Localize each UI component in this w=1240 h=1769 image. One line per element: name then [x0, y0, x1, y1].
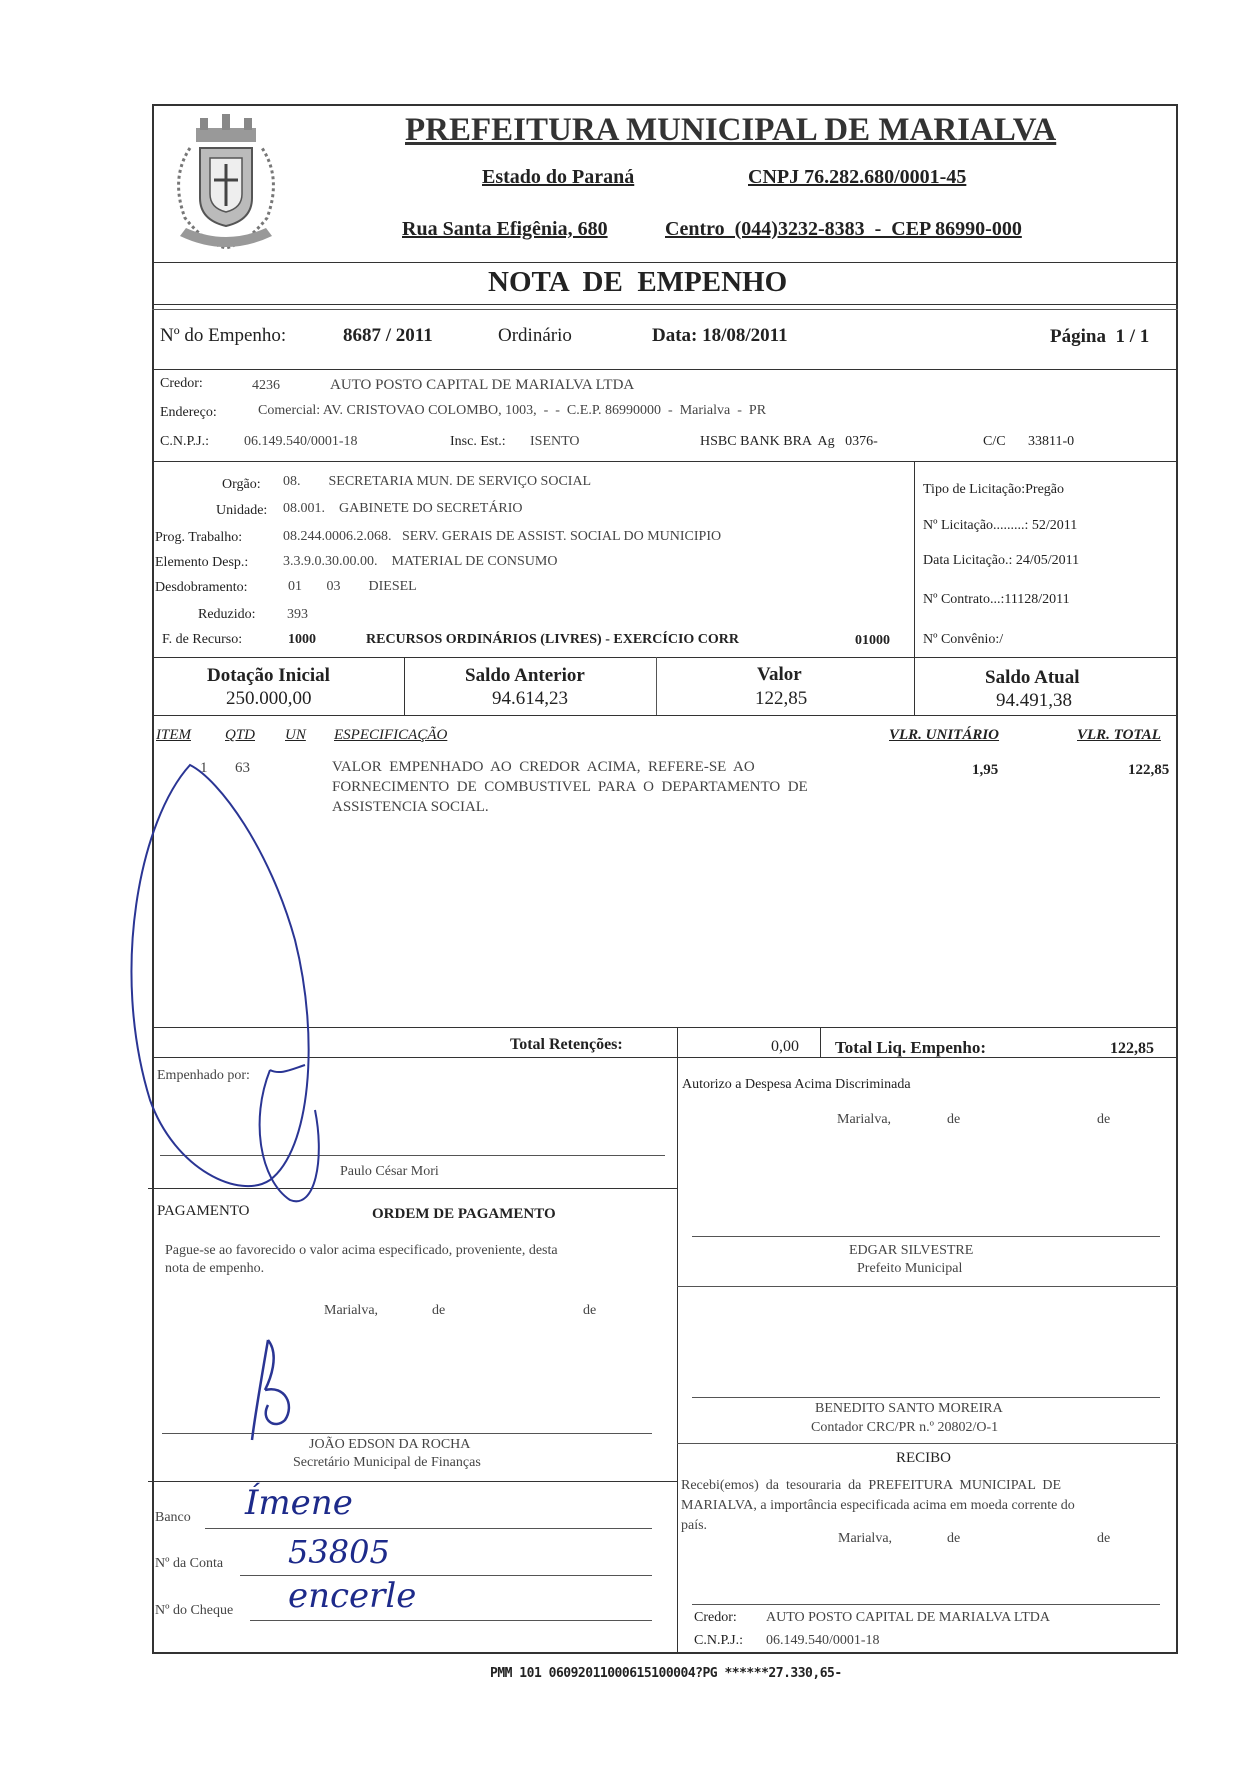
saldo-anterior-label: Saldo Anterior — [465, 665, 585, 686]
pagamento-place: Marialva, — [324, 1303, 379, 1318]
footer-print-stamp: PMM 101 06092011000615100004?PG ******27.330,65- — [490, 1666, 842, 1681]
saldo-atual-label: Saldo Atual — [985, 667, 1080, 688]
endereco-label: Endereço: — [160, 405, 217, 420]
state-label: Estado do Paraná — [482, 166, 635, 188]
banco-label: Banco — [155, 1510, 191, 1525]
dotacao-inicial-label: Dotação Inicial — [207, 665, 330, 686]
pagamento-text-line1: Pague-se ao favorecido o valor acima especificado, proveniente, desta — [165, 1243, 558, 1258]
empenhado-por-label: Empenhado por: — [157, 1068, 250, 1083]
recibo-credor-name: AUTO POSTO CAPITAL DE MARIALVA LTDA — [766, 1610, 1050, 1625]
empenho-type: Ordinário — [498, 325, 572, 346]
secretario-name: JOÃO EDSON DA ROCHA — [309, 1437, 471, 1452]
unidade-value: 08.001. GABINETE DO SECRETÁRIO — [283, 501, 523, 516]
recibo-label: RECIBO — [896, 1450, 952, 1466]
cc-label: C/C — [983, 434, 1006, 449]
table-row-qtd: 63 — [235, 760, 250, 776]
secretario-role: Secretário Municipal de Finanças — [293, 1455, 481, 1470]
table-row-vlr-unitario: 1,95 — [972, 762, 999, 778]
col-header-item: ITEM — [156, 727, 191, 743]
valor-value: 122,85 — [755, 688, 808, 709]
elemento-value: 3.3.9.0.30.00.00. MATERIAL DE CONSUMO — [283, 554, 558, 569]
total-liquido-value: 122,85 — [1110, 1040, 1154, 1057]
empenho-number: 8687 / 2011 — [343, 325, 433, 346]
prefeito-role: Prefeito Municipal — [857, 1261, 963, 1276]
recurso-num: 01000 — [855, 633, 890, 648]
prefeito-name: EDGAR SILVESTRE — [849, 1243, 974, 1258]
credor-cnpj: 06.149.540/0001-18 — [244, 434, 358, 449]
cheque-handwritten-value: encerle — [288, 1576, 417, 1616]
recibo-credor-label: Credor: — [694, 1610, 737, 1625]
secretary-signature-mark — [240, 1335, 310, 1445]
empenho-date: Data: 18/08/2011 — [652, 325, 788, 346]
total-retencoes-value: 0,00 — [771, 1038, 799, 1055]
orgao-label: Orgão: — [222, 477, 261, 492]
page-number: Página 1 / 1 — [1050, 326, 1150, 347]
contador-role: Contador CRC/PR n.º 20802/O-1 — [811, 1420, 999, 1435]
table-row-spec-line3: ASSISTENCIA SOCIAL. — [332, 799, 489, 815]
unidade-label: Unidade: — [216, 503, 268, 518]
prog-value: 08.244.0006.2.068. SERV. GERAIS DE ASSIST. SOCIAL DO MUNICIPIO — [283, 529, 722, 544]
autorizo-de2: de — [1097, 1112, 1111, 1127]
cnpj-label: C.N.P.J.: — [160, 434, 210, 449]
header-address-street: Rua Santa Efigênia, 680 — [402, 218, 608, 240]
total-liquido-label: Total Liq. Empenho: — [835, 1038, 986, 1057]
conta-handwritten-value: 53805 — [288, 1533, 390, 1571]
banco-handwritten-value: Ímene — [245, 1483, 353, 1523]
licitacao-numero: Nº Licitação.........: 52/2011 — [923, 518, 1078, 533]
col-header-vlr-unitario: VLR. UNITÁRIO — [889, 727, 1000, 743]
pagamento-de1: de — [432, 1303, 446, 1318]
conta-label: Nº da Conta — [155, 1556, 224, 1571]
prog-label: Prog. Trabalho: — [155, 530, 243, 545]
recurso-label: F. de Recurso: — [162, 632, 243, 647]
recibo-cnpj-label: C.N.P.J.: — [694, 1633, 744, 1648]
recibo-de2: de — [1097, 1531, 1111, 1546]
desdobramento-value: 01 03 DIESEL — [288, 579, 417, 594]
autorizo-label: Autorizo a Despesa Acima Discriminada — [682, 1077, 911, 1092]
valor-label: Valor — [757, 664, 802, 685]
recibo-text-line2: MARIALVA, a importância especificada acima em moeda corrente do — [681, 1498, 1075, 1513]
table-row-item: 1 — [200, 760, 208, 776]
dotacao-inicial-value: 250.000,00 — [226, 688, 312, 709]
autorizo-de1: de — [947, 1112, 961, 1127]
credor-cc: 33811-0 — [1028, 434, 1075, 449]
recibo-place: Marialva, — [838, 1531, 893, 1546]
licitacao-tipo: Tipo de Licitação:Pregão — [923, 482, 1065, 497]
handwritten-signature-marks — [120, 740, 420, 1220]
saldo-atual-value: 94.491,38 — [996, 690, 1072, 711]
pagamento-label: PAGAMENTO — [157, 1203, 250, 1219]
empenhado-por-name: Paulo César Mori — [340, 1164, 439, 1179]
saldo-anterior-value: 94.614,23 — [492, 688, 568, 709]
contrato-numero: Nº Contrato...:11128/2011 — [923, 592, 1070, 607]
reduzido-label: Reduzido: — [198, 607, 256, 622]
licitacao-data: Data Licitação.: 24/05/2011 — [923, 553, 1080, 568]
col-header-qtd: QTD — [225, 727, 256, 743]
table-row-vlr-total: 122,85 — [1128, 762, 1170, 778]
recibo-text-line1: Recebi(emos) da tesouraria da PREFEITURA MUNICIPAL DE — [681, 1478, 1062, 1493]
orgao-value: 08. SECRETARIA MUN. DE SERVIÇO SOCIAL — [283, 474, 592, 489]
elemento-label: Elemento Desp.: — [155, 555, 249, 570]
ordem-pagamento-label: ORDEM DE PAGAMENTO — [372, 1206, 556, 1222]
credor-label: Credor: — [160, 376, 203, 391]
table-row-spec-line2: FORNECIMENTO DE COMBUSTIVEL PARA O DEPARTAMENTO DE — [332, 779, 808, 795]
pagamento-de2: de — [583, 1303, 597, 1318]
header-address-rest: Centro (044)3232-8383 - CEP 86990-000 — [665, 218, 1022, 240]
table-row-spec-line1: VALOR EMPENHADO AO CREDOR ACIMA, REFERE-SE AO — [332, 759, 755, 775]
desdobramento-label: Desdobramento: — [155, 580, 248, 595]
autorizo-place: Marialva, — [837, 1112, 892, 1127]
cheque-label: Nº do Cheque — [155, 1603, 234, 1618]
municipality-title: PREFEITURA MUNICIPAL DE MARIALVA — [405, 112, 1057, 148]
empenho-label: Nº do Empenho: — [160, 325, 287, 346]
credor-insc: ISENTO — [530, 434, 580, 449]
total-retencoes-label: Total Retenções: — [510, 1036, 623, 1053]
credor-code: 4236 — [252, 378, 280, 393]
col-header-especificacao: ESPECIFICAÇÃO — [334, 727, 448, 743]
credor-endereco: Comercial: AV. CRISTOVAO COLOMBO, 1003, - - C.E.P. 86990000 - Marialva - PR — [258, 403, 767, 418]
col-header-un: UN — [285, 727, 306, 743]
reduzido-value: 393 — [287, 607, 308, 622]
header-cnpj: CNPJ 76.282.680/0001-45 — [748, 166, 967, 188]
convenio-numero: Nº Convênio:/ — [923, 632, 1004, 647]
contador-name: BENEDITO SANTO MOREIRA — [815, 1401, 1003, 1416]
recibo-cnpj: 06.149.540/0001-18 — [766, 1633, 880, 1648]
insc-label: Insc. Est.: — [450, 434, 506, 449]
document-title: NOTA DE EMPENHO — [488, 266, 788, 298]
pagamento-text-line2: nota de empenho. — [165, 1261, 265, 1276]
recibo-de1: de — [947, 1531, 961, 1546]
credor-name: AUTO POSTO CAPITAL DE MARIALVA LTDA — [330, 377, 635, 393]
recurso-code: 1000 — [288, 632, 316, 647]
recurso-desc: RECURSOS ORDINÁRIOS (LIVRES) - EXERCÍCIO CORR — [366, 632, 739, 647]
recibo-text-line3: país. — [681, 1518, 708, 1533]
col-header-vlr-total: VLR. TOTAL — [1077, 727, 1161, 743]
credor-bank: HSBC BANK BRA Ag 0376- — [700, 434, 878, 449]
